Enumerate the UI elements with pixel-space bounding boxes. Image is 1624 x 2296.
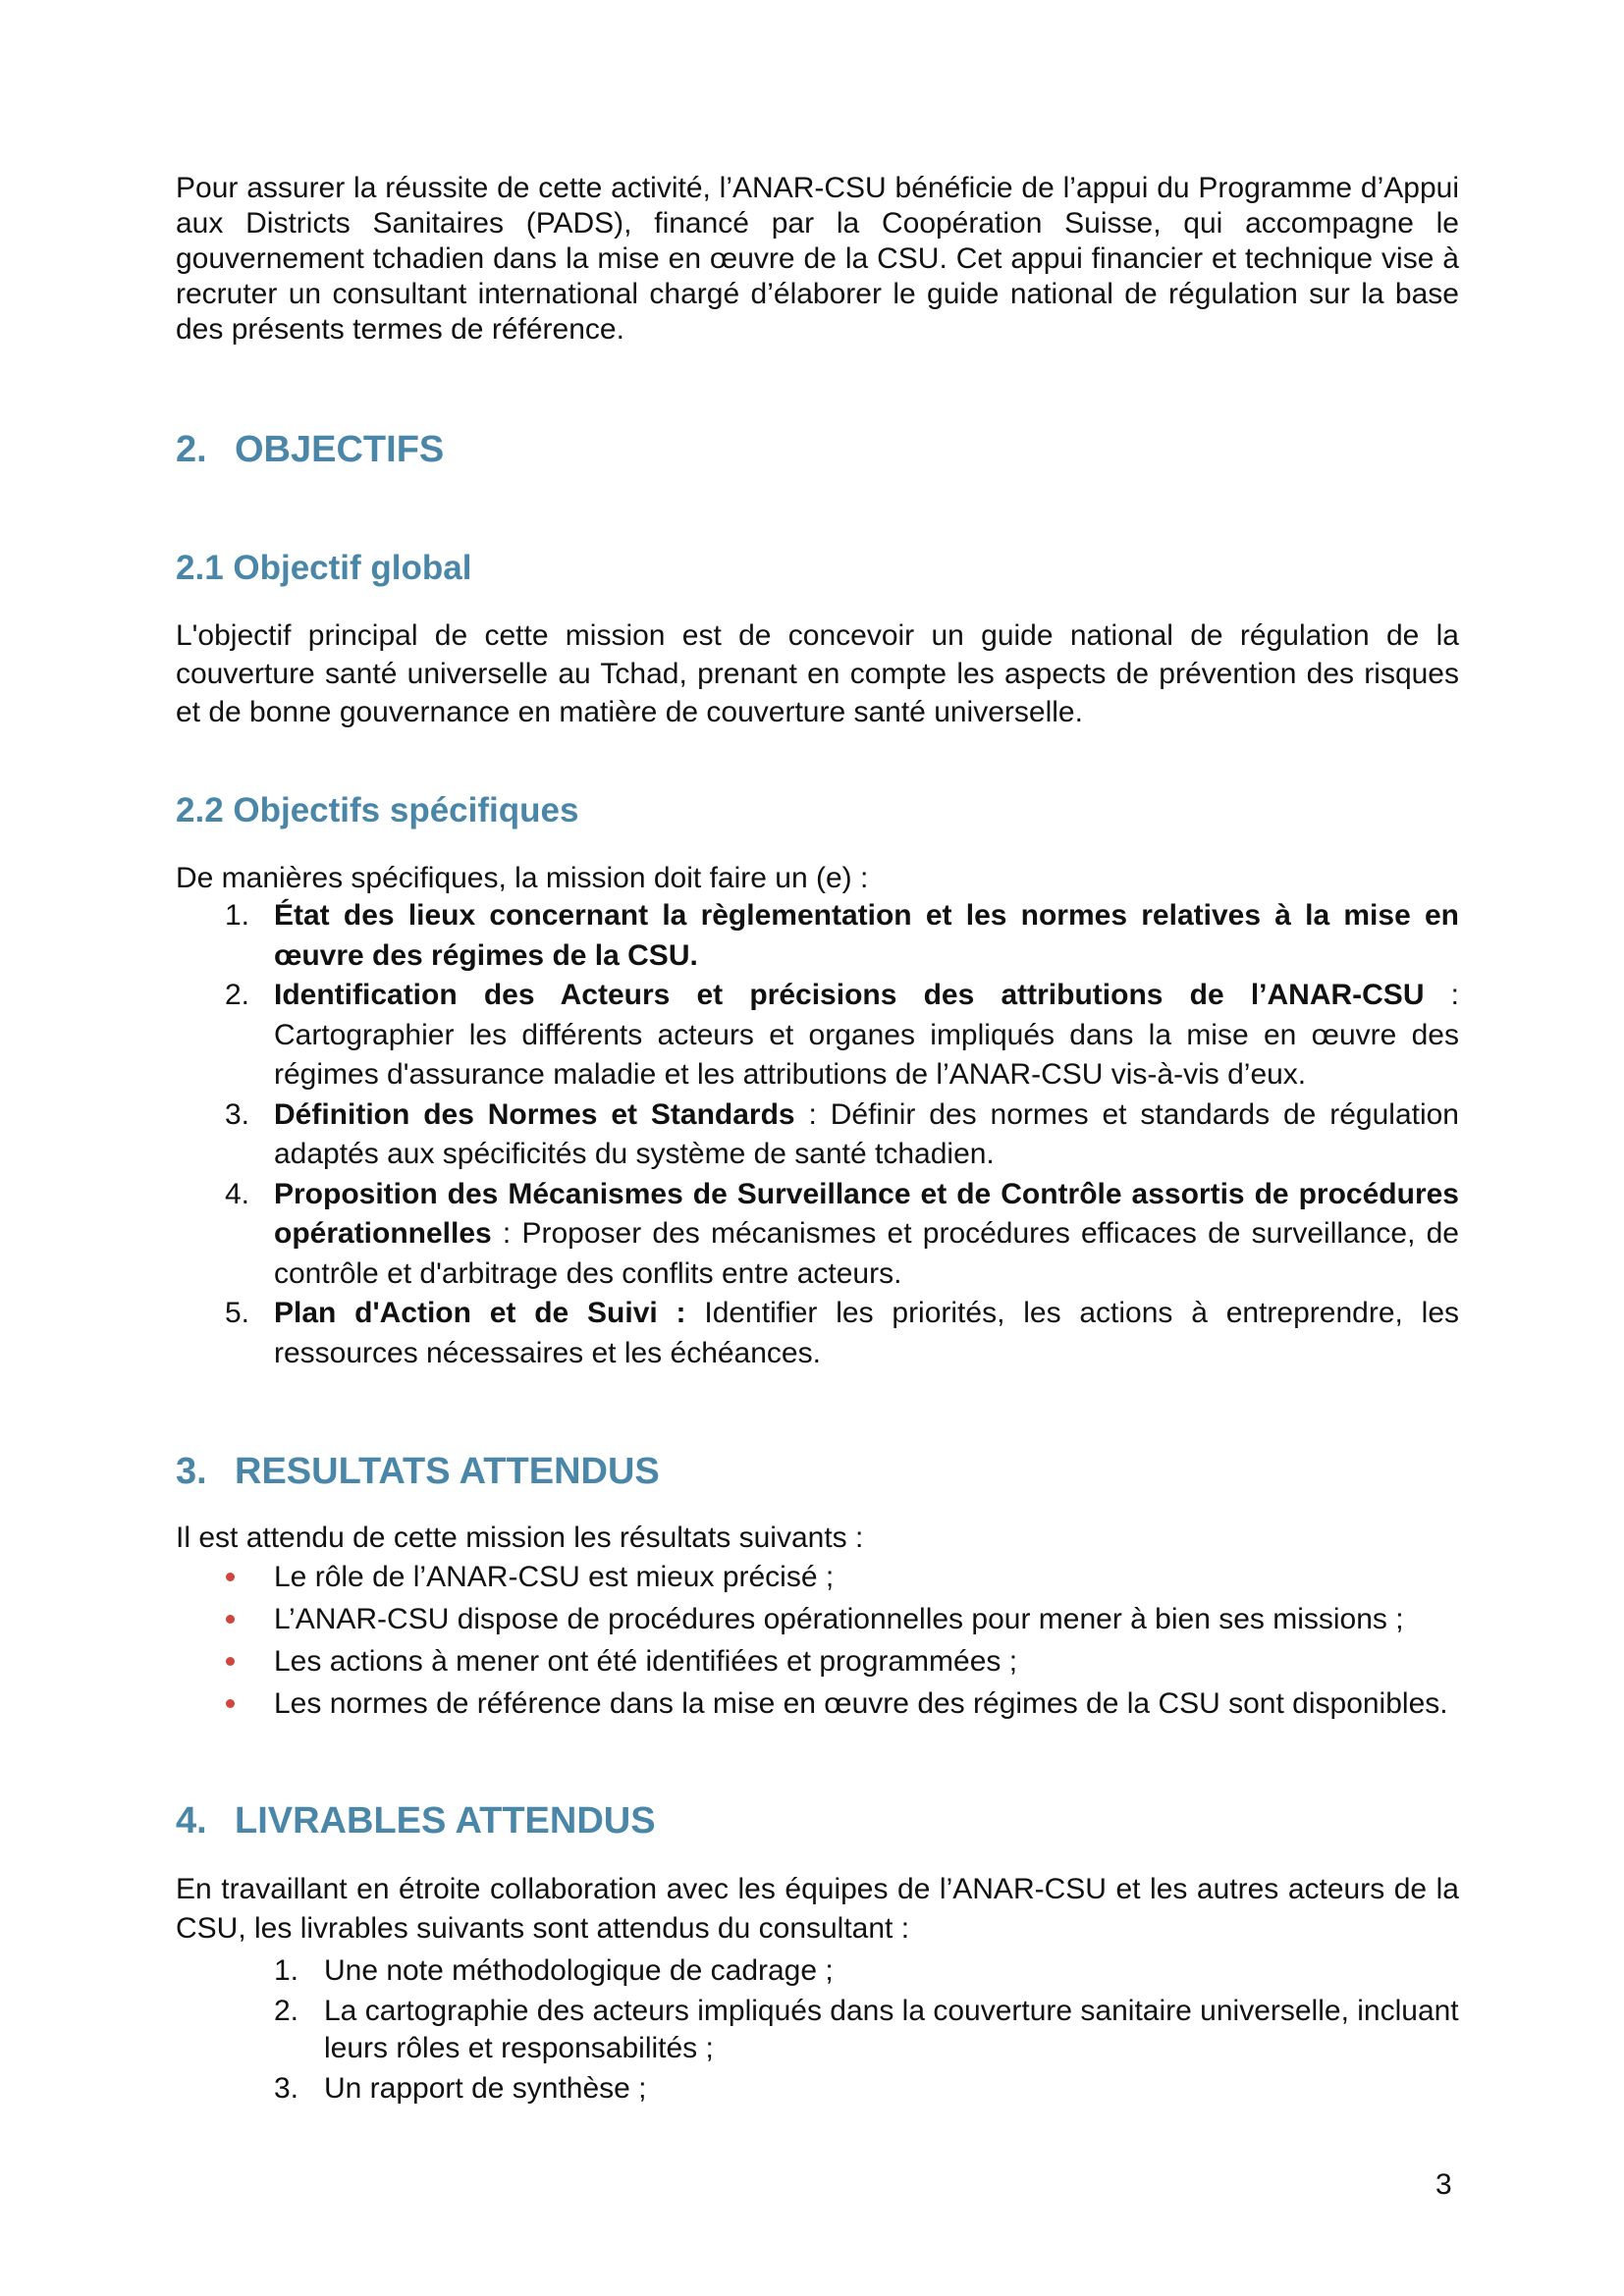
list-item: [176, 1556, 1459, 1598]
list-item-bold: Définition des Normes et Standards: [274, 1097, 795, 1131]
bullet-icon: [176, 1598, 274, 1640]
bullet-icon: [176, 1556, 274, 1598]
list-item-bold: Proposition des Mécanismes de Surveillance et de Contrôle assortis de procédures opérationnelles: [274, 1177, 1459, 1250]
list-item: [176, 896, 1459, 976]
intro-paragraph: Pour assurer la réussite de cette activité, l’ANAR-CSU bénéficie de l’appui du Programme d’Appui aux Districts Sanitaires (PADS), financé par la Coopération Suisse, qui accompagne le gouvernement tchadien dans la mise en œuvre de la CSU. Cet appui financier et technique vise à recruter un consultant international chargé d’élaborer le guide national de régulation sur la base des présents termes de référence.: [176, 172, 1459, 346]
section-heading-resultats: [176, 1450, 1459, 1493]
section-heading-objectifs: [176, 428, 1459, 471]
list-number: 3.: [225, 1097, 250, 1131]
list-item-text: L’ANAR-CSU dispose de procédures opérationnelles pour mener à bien ses missions ;: [274, 1603, 1404, 1635]
list-item-text: Identifier les priorités, les actions à entreprendre, les ressources nécessaires et les échéances.: [274, 1297, 1459, 1369]
list-number: 1.: [225, 899, 250, 932]
list-item: [176, 976, 1459, 1095]
list-number: 5.: [225, 1297, 250, 1329]
document-page: [176, 171, 1459, 2110]
objectifs-specifiques-list: [176, 896, 1459, 1373]
section-number: 2.: [176, 429, 207, 470]
subsection-heading-objectif-global: 2.1 Objectif global: [176, 549, 472, 587]
list-item-bold: Plan d'Action et de Suivi :: [274, 1297, 686, 1329]
list-number: 2.: [274, 1995, 299, 2027]
section-number: 3.: [176, 1451, 207, 1492]
list-item-bold: État des lieux concernant la règlementation et les normes relatives à la mise en œuvre des régimes de la CSU.: [274, 899, 1459, 972]
section-heading-livrables: [176, 1799, 1459, 1842]
list-item-text: : Définir des normes et standards de régulation adaptés aux spécificités du système de santé tchadien.: [274, 1097, 1459, 1170]
objectifs-specifiques-lead: De manières spécifiques, la mission doit faire un (e) :: [176, 862, 869, 894]
list-item-text: La cartographie des acteurs impliqués dans la couverture sanitaire universelle, incluant leurs rôles et responsabilités ;: [324, 1995, 1459, 2064]
list-item-text: : Cartographier les différents acteurs et organes impliqués dans la mise en œuvre des régimes d'assurance maladie et les attributions de l’ANAR-CSU vis-à-vis d’eux.: [274, 979, 1459, 1091]
list-number: 2.: [225, 979, 250, 1011]
list-item: [176, 1640, 1459, 1682]
list-item-text: Un rapport de synthèse ;: [324, 2072, 647, 2105]
list-item-text: : Proposer des mécanismes et procédures efficaces de surveillance, de contrôle et d'arbitrage des conflits entre acteurs.: [274, 1217, 1459, 1290]
list-item-text: Les normes de référence dans la mise en œuvre des régimes de la CSU sont disponibles.: [274, 1687, 1448, 1720]
list-item: [176, 1598, 1459, 1640]
resultats-list: [176, 1556, 1459, 1725]
section-title: OBJECTIFS: [235, 429, 445, 470]
resultats-lead: Il est attendu de cette mission les résultats suivants :: [176, 1522, 864, 1554]
objectif-global-paragraph: L'objectif principal de cette mission est de concevoir un guide national de régulation de la couverture santé universelle au Tchad, prenant en compte les aspects de prévention des risques et de bonne gouvernance en matière de couverture santé universelle.: [176, 619, 1459, 728]
list-item: [176, 1952, 1459, 1990]
list-number: 4.: [225, 1177, 250, 1210]
page-number: 3: [1435, 2168, 1452, 2201]
section-number: 4.: [176, 1800, 207, 1842]
list-item-text: Les actions à mener ont été identifiées et programmées ;: [274, 1645, 1018, 1678]
list-item-text: Le rôle de l’ANAR-CSU est mieux précisé ;: [274, 1561, 835, 1593]
section-title: RESULTATS ATTENDUS: [235, 1451, 660, 1492]
list-item: [176, 1682, 1459, 1725]
list-number: 1.: [274, 1954, 299, 1987]
list-item: [176, 1095, 1459, 1175]
bullet-icon: [176, 1640, 274, 1682]
bullet-icon: [176, 1682, 274, 1725]
subsection-heading-objectifs-specifiques: 2.2 Objectifs spécifiques: [176, 791, 579, 829]
list-item: [176, 1993, 1459, 2067]
livrables-lead: En travaillant en étroite collaboration avec les équipes de l’ANAR-CSU et les autres acteurs de la CSU, les livrables suivants sont attendus du consultant :: [176, 1873, 1459, 1945]
list-item: [176, 2070, 1459, 2108]
list-item: [176, 1175, 1459, 1295]
list-item-bold: Identification des Acteurs et précisions des attributions de l’ANAR-CSU: [274, 979, 1425, 1011]
list-number: 3.: [274, 2072, 299, 2105]
livrables-list: [176, 1952, 1459, 2108]
list-item: [176, 1294, 1459, 1373]
section-title: LIVRABLES ATTENDUS: [235, 1800, 656, 1842]
list-item-text: Une note méthodologique de cadrage ;: [324, 1954, 834, 1987]
